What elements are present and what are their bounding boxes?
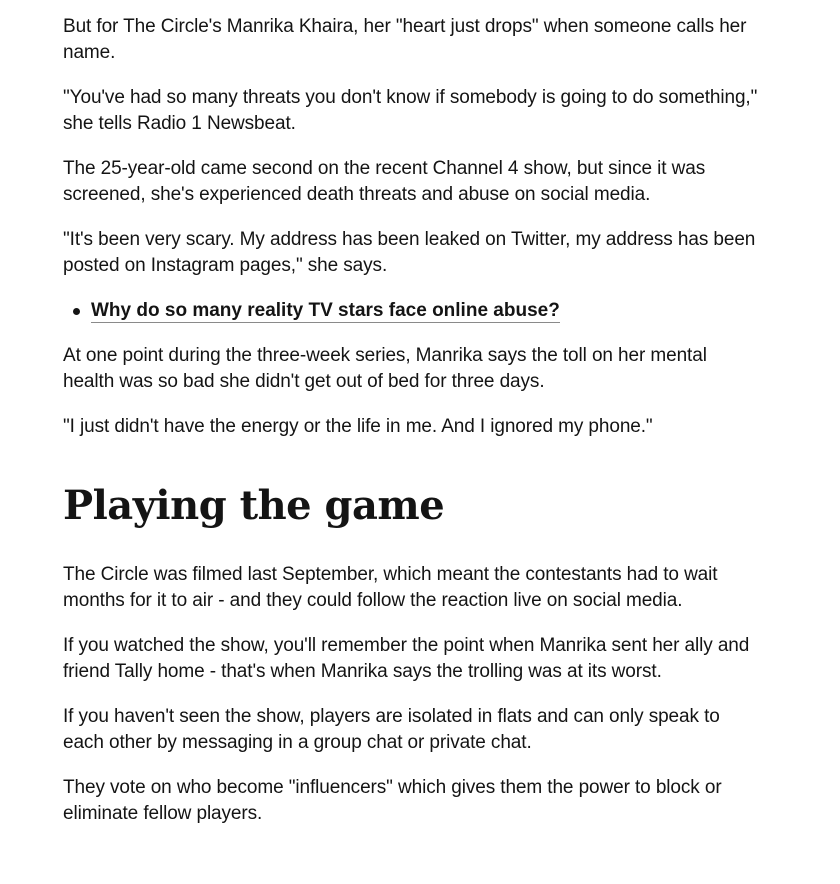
article-paragraph: At one point during the three-week series, Manrika says the toll on her mental health was so bad she didn't get out of bed for three days.: [63, 345, 707, 392]
related-link-item: [63, 298, 763, 324]
article-body: [63, 0, 763, 827]
article-paragraph: "It's been very scary. My address has been leaked on Twitter, my address has been posted on Instagram pages," she says.: [63, 229, 756, 276]
article-paragraph: If you haven't seen the show, players are isolated in flats and can only speak to each other by messaging in a group chat or private chat.: [63, 706, 720, 753]
article-paragraph: The Circle was filmed last September, which meant the contestants had to wait months for it to air - and they could follow the reaction live on social media.: [63, 564, 718, 611]
section-heading: Playing the game: [63, 482, 445, 529]
article-paragraph: "I just didn't have the energy or the life in me. And I ignored my phone.": [63, 416, 653, 437]
article-paragraph: They vote on who become "influencers" which gives them the power to block or eliminate fellow players.: [63, 777, 722, 824]
bullet-icon: [73, 308, 80, 315]
article-paragraph: If you watched the show, you'll remember the point when Manrika sent her ally and friend Tally home - that's when Manrika says the trolling was at its worst.: [63, 635, 750, 682]
article-paragraph: The 25-year-old came second on the recent Channel 4 show, but since it was screened, she's experienced death threats and abuse on social media.: [63, 158, 706, 205]
article-paragraph: But for The Circle's Manrika Khaira, her "heart just drops" when someone calls her name.: [63, 16, 747, 63]
related-links-list: [63, 298, 763, 324]
related-article-link[interactable]: Why do so many reality TV stars face online abuse?: [91, 300, 560, 321]
article-paragraph: "You've had so many threats you don't know if somebody is going to do something," she tells Radio 1 Newsbeat.: [63, 87, 758, 134]
